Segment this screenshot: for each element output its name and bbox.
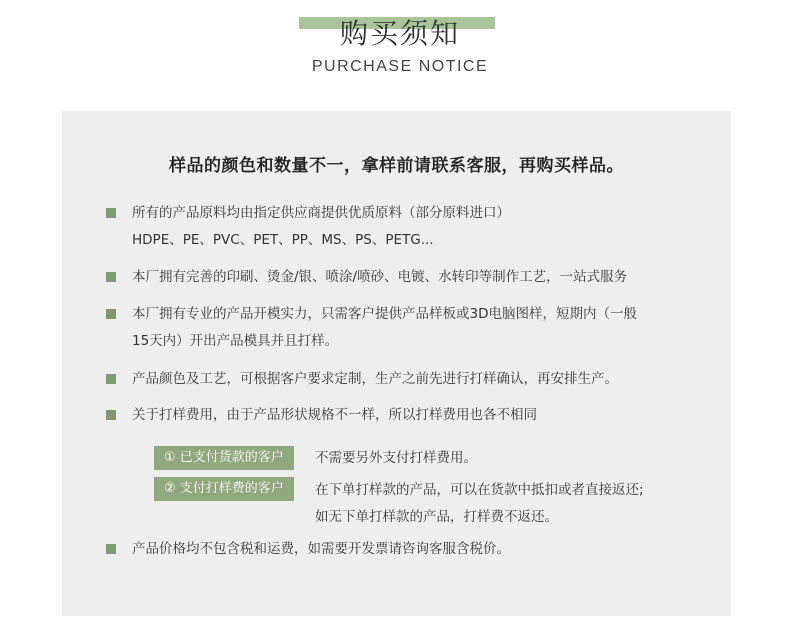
fee-tag-paid: ① 已支付货款的客户 <box>154 446 294 470</box>
list-item-text: 所有的产品原料均由指定供应商提供优质原料（部分原料进口） <box>132 205 510 221</box>
square-bullet-icon <box>106 272 116 282</box>
fee-tag-sample: ② 支付打样费的客户 <box>154 477 294 501</box>
square-bullet-icon <box>106 544 116 554</box>
notice-panel <box>62 111 731 616</box>
square-bullet-icon <box>106 374 116 384</box>
square-bullet-icon <box>106 309 116 319</box>
list-item-text: 15天内）开出产品模具并且打样。 <box>132 333 339 349</box>
square-bullet-icon <box>106 410 116 420</box>
title-block <box>0 14 800 54</box>
list-item-text: 本厂拥有完善的印刷、烫金/银、喷涂/喷砂、电镀、水转印等制作工艺，一站式服务 <box>132 269 628 285</box>
notice-headline: 样品的颜色和数量不一，拿样前请联系客服，再购买样品。 <box>169 156 624 176</box>
page-title: 购买须知 <box>339 17 460 50</box>
fee-desc: 在下单打样款的产品，可以在货款中抵扣或者直接返还; <box>315 482 644 498</box>
list-item-text: HDPE、PE、PVC、PET、PP、MS、PS、PETG... <box>132 232 434 248</box>
square-bullet-icon <box>106 208 116 218</box>
fee-desc: 如无下单打样款的产品，打样费不返还。 <box>315 509 558 525</box>
list-item-text: 产品价格均不包含税和运费，如需要开发票请咨询客服含税价。 <box>132 541 510 557</box>
list-item-text: 本厂拥有专业的产品开模实力，只需客户提供产品样板或3D电脑图样，短期内（一般 <box>132 306 637 322</box>
list-item-text: 关于打样费用，由于产品形状规格不一样，所以打样费用也各不相同 <box>132 407 537 423</box>
fee-desc: 不需要另外支付打样费用。 <box>315 450 477 466</box>
list-item-text: 产品颜色及工艺，可根据客户要求定制，生产之前先进行打样确认，再安排生产。 <box>132 371 618 387</box>
page-subtitle: PURCHASE NOTICE <box>311 58 489 75</box>
